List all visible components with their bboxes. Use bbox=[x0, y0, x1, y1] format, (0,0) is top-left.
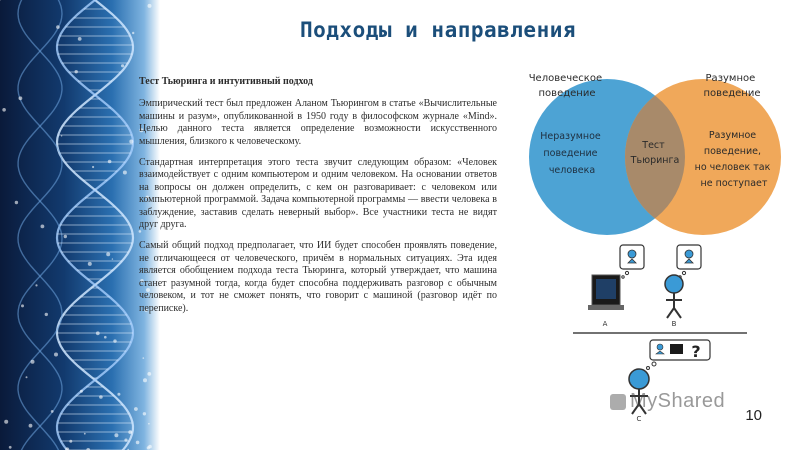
paragraph-2: Стандартная интерпретация этого теста звучит следующим образом: «Человек взаимодействует с одним компьютером и одним человеком. На основании ответов на вопросы он должен определить, с кем он разговаривает: с человеком или компьютерной программой. Задача компьютерной программы — ввести человека в заблуждение, заставив сделать неверный выбор». Все участники теста не видят друг друга. bbox=[139, 157, 497, 231]
watermark bbox=[610, 390, 725, 413]
computer-icon bbox=[588, 275, 624, 310]
person-b-icon bbox=[665, 275, 683, 318]
venn-left-title: Человеческое поведение bbox=[528, 73, 603, 99]
question-mark: ? bbox=[691, 342, 701, 361]
speech-bubble-b bbox=[677, 245, 701, 278]
page-number: 10 bbox=[745, 407, 762, 424]
venn-overlap-label: Тест Тьюринга bbox=[630, 140, 680, 166]
venn-left-only-label: Неразумное поведение человека bbox=[540, 131, 601, 176]
paragraph-1: Эмпирический тест был предложен Аланом Тьюрингом в статье «Вычислительные машины и разум», опубликованной в 1950 году в философском журнале «Mind». Целью данного теста является определение возможности искусственного мышления, близкого к человеческому. bbox=[139, 98, 497, 147]
dna-helix-illustration bbox=[0, 0, 160, 450]
body-text bbox=[139, 76, 497, 324]
watermark-text: MyShared bbox=[630, 390, 726, 412]
speech-bubble-a bbox=[620, 245, 644, 278]
thought-bubble-c bbox=[647, 340, 711, 370]
paragraph-3: Самый общий подход предполагает, что ИИ будет способен проявлять поведение, не отличающееся от человеческого, причём в нормальных ситуациях. Эта идея является обобщением подхода теста Тьюринга, который утверждает, что машина станет разумной тогда, когда будет способна поддерживать разговор с обычным человеком, и тот не сможет понять, что говорит с машиной (разговор идёт по переписке). bbox=[139, 240, 497, 314]
slide-title: Подходы и направления bbox=[300, 18, 577, 42]
section-heading: Тест Тьюринга и интуитивный подход bbox=[139, 76, 313, 87]
venn-right-only-label: Разумное поведение, но человек так не поступает bbox=[694, 130, 771, 189]
label-a: A bbox=[602, 320, 608, 328]
myshared-logo-icon bbox=[610, 394, 626, 410]
label-b: B bbox=[671, 320, 677, 328]
venn-diagram bbox=[520, 70, 790, 240]
venn-right-title: Разумное поведение bbox=[703, 73, 761, 99]
dna-helix-background bbox=[0, 0, 160, 450]
label-c: C bbox=[636, 415, 642, 422]
